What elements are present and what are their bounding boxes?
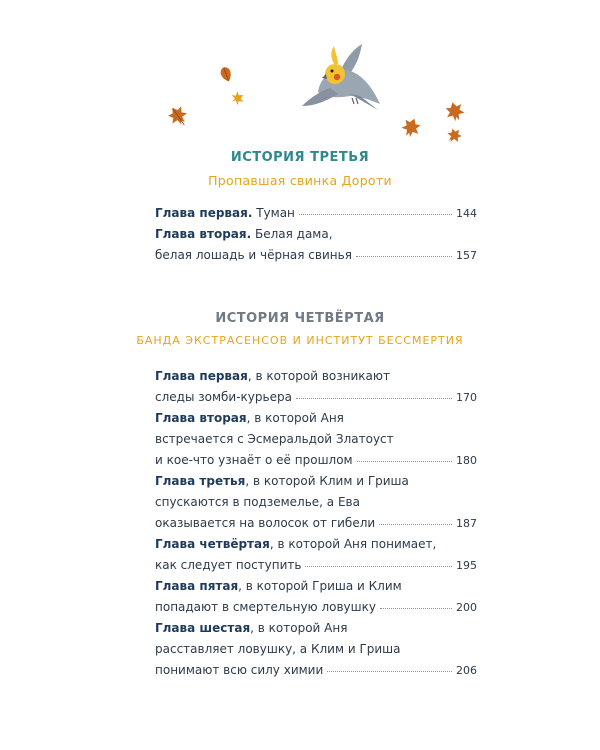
chapter-text: , в которой Аня понимает, <box>269 537 437 551</box>
leaf-icon <box>399 116 422 140</box>
story-title: ИСТОРИЯ ТРЕТЬЯ <box>230 150 370 165</box>
chapter-text: Туман <box>252 206 295 220</box>
dot-leader <box>305 566 452 567</box>
toc-entry[interactable] <box>155 366 477 408</box>
chapter-text: Белая дама, <box>251 227 333 241</box>
dot-leader <box>380 608 452 609</box>
dot-leader <box>299 214 452 215</box>
chapter-label: Глава первая. <box>155 206 253 220</box>
story-subtitle: БАНДА ЭКСТРАСЕНСОВ И ИНСТИТУТ БЕССМЕРТИЯ <box>136 334 464 347</box>
page-number: 157 <box>456 249 477 262</box>
autumn-bird-illustration <box>0 0 600 160</box>
page-number: 180 <box>456 454 477 467</box>
toc-entry[interactable] <box>155 576 477 618</box>
chapter-label: Глава четвёртая <box>155 537 270 551</box>
story-subtitle: Пропавшая свинка Дороти <box>208 173 392 188</box>
page-number: 195 <box>456 559 477 572</box>
page-number: 170 <box>456 391 477 404</box>
chapter-text: оказывается на волосок от гибели <box>155 516 376 530</box>
chapter-text: , в которой Аня <box>250 621 348 635</box>
chapter-text: , в которой возникают <box>247 369 390 383</box>
chapter-label: Глава третья <box>155 474 246 488</box>
story-three-heading <box>0 150 600 188</box>
toc-line <box>155 513 477 534</box>
story-title: ИСТОРИЯ ЧЕТВЁРТАЯ <box>215 311 385 326</box>
toc-line <box>155 492 477 513</box>
toc-entry[interactable] <box>155 408 477 471</box>
chapter-text: спускаются в подземелье, а Ева <box>155 495 360 509</box>
toc-line <box>155 555 477 576</box>
page-number: 206 <box>456 664 477 677</box>
chapter-label: Глава вторая. <box>155 227 252 241</box>
page-number: 200 <box>456 601 477 614</box>
toc-line <box>155 450 477 471</box>
chapter-label: Глава вторая <box>155 411 247 425</box>
chapter-text: попадают в смертельную ловушку <box>155 600 376 614</box>
toc-line <box>155 224 477 245</box>
toc-line <box>155 639 477 660</box>
chapter-text: следы зомби-курьера <box>155 390 292 404</box>
story-four-heading <box>0 311 600 347</box>
chapter-text: , в которой Клим и Гриша <box>245 474 409 488</box>
toc-entry[interactable] <box>155 224 477 266</box>
chapter-label: Глава пятая <box>155 579 239 593</box>
chapter-text: и кое-что узнаёт о её прошлом <box>155 453 353 467</box>
toc-entry[interactable] <box>155 471 477 534</box>
story-four-toc <box>155 366 477 681</box>
toc-line <box>155 471 477 492</box>
chapter-text: , в которой Гриша и Клим <box>238 579 402 593</box>
page-number: 187 <box>456 517 477 530</box>
leaf-icon <box>229 90 246 107</box>
toc-line <box>155 203 477 224</box>
chapter-label: Глава первая <box>155 369 248 383</box>
toc-line <box>155 429 477 450</box>
leaf-icon <box>219 66 233 83</box>
toc-entry[interactable] <box>155 203 477 224</box>
leaf-icon <box>444 100 466 123</box>
chapter-text: белая лошадь и чёрная свинья <box>155 248 352 262</box>
leaf-icon <box>165 103 192 131</box>
page-number: 144 <box>456 207 477 220</box>
toc-line <box>155 534 477 555</box>
dot-leader <box>296 398 452 399</box>
toc-line <box>155 408 477 429</box>
toc-entry[interactable] <box>155 534 477 576</box>
chapter-text: , в которой Аня <box>246 411 344 425</box>
toc-line <box>155 387 477 408</box>
toc-line <box>155 245 477 266</box>
dot-leader <box>357 461 452 462</box>
leaf-icon <box>444 125 464 145</box>
toc-line <box>155 576 477 597</box>
chapter-text: как следует поступить <box>155 558 302 572</box>
toc-line <box>155 597 477 618</box>
chapter-text: понимают всю силу химии <box>155 663 324 677</box>
cockatiel-bird-icon <box>302 44 380 110</box>
toc-line <box>155 660 477 681</box>
chapter-text: встречается с Эсмеральдой Златоуст <box>155 432 394 446</box>
dot-leader <box>379 524 452 525</box>
toc-entry[interactable] <box>155 618 477 681</box>
toc-line <box>155 366 477 387</box>
dot-leader <box>356 256 452 257</box>
dot-leader <box>327 671 452 672</box>
toc-line <box>155 618 477 639</box>
story-three-toc <box>155 203 477 266</box>
chapter-text: расставляет ловушку, а Клим и Гриша <box>155 642 401 656</box>
chapter-label: Глава шестая <box>155 621 251 635</box>
